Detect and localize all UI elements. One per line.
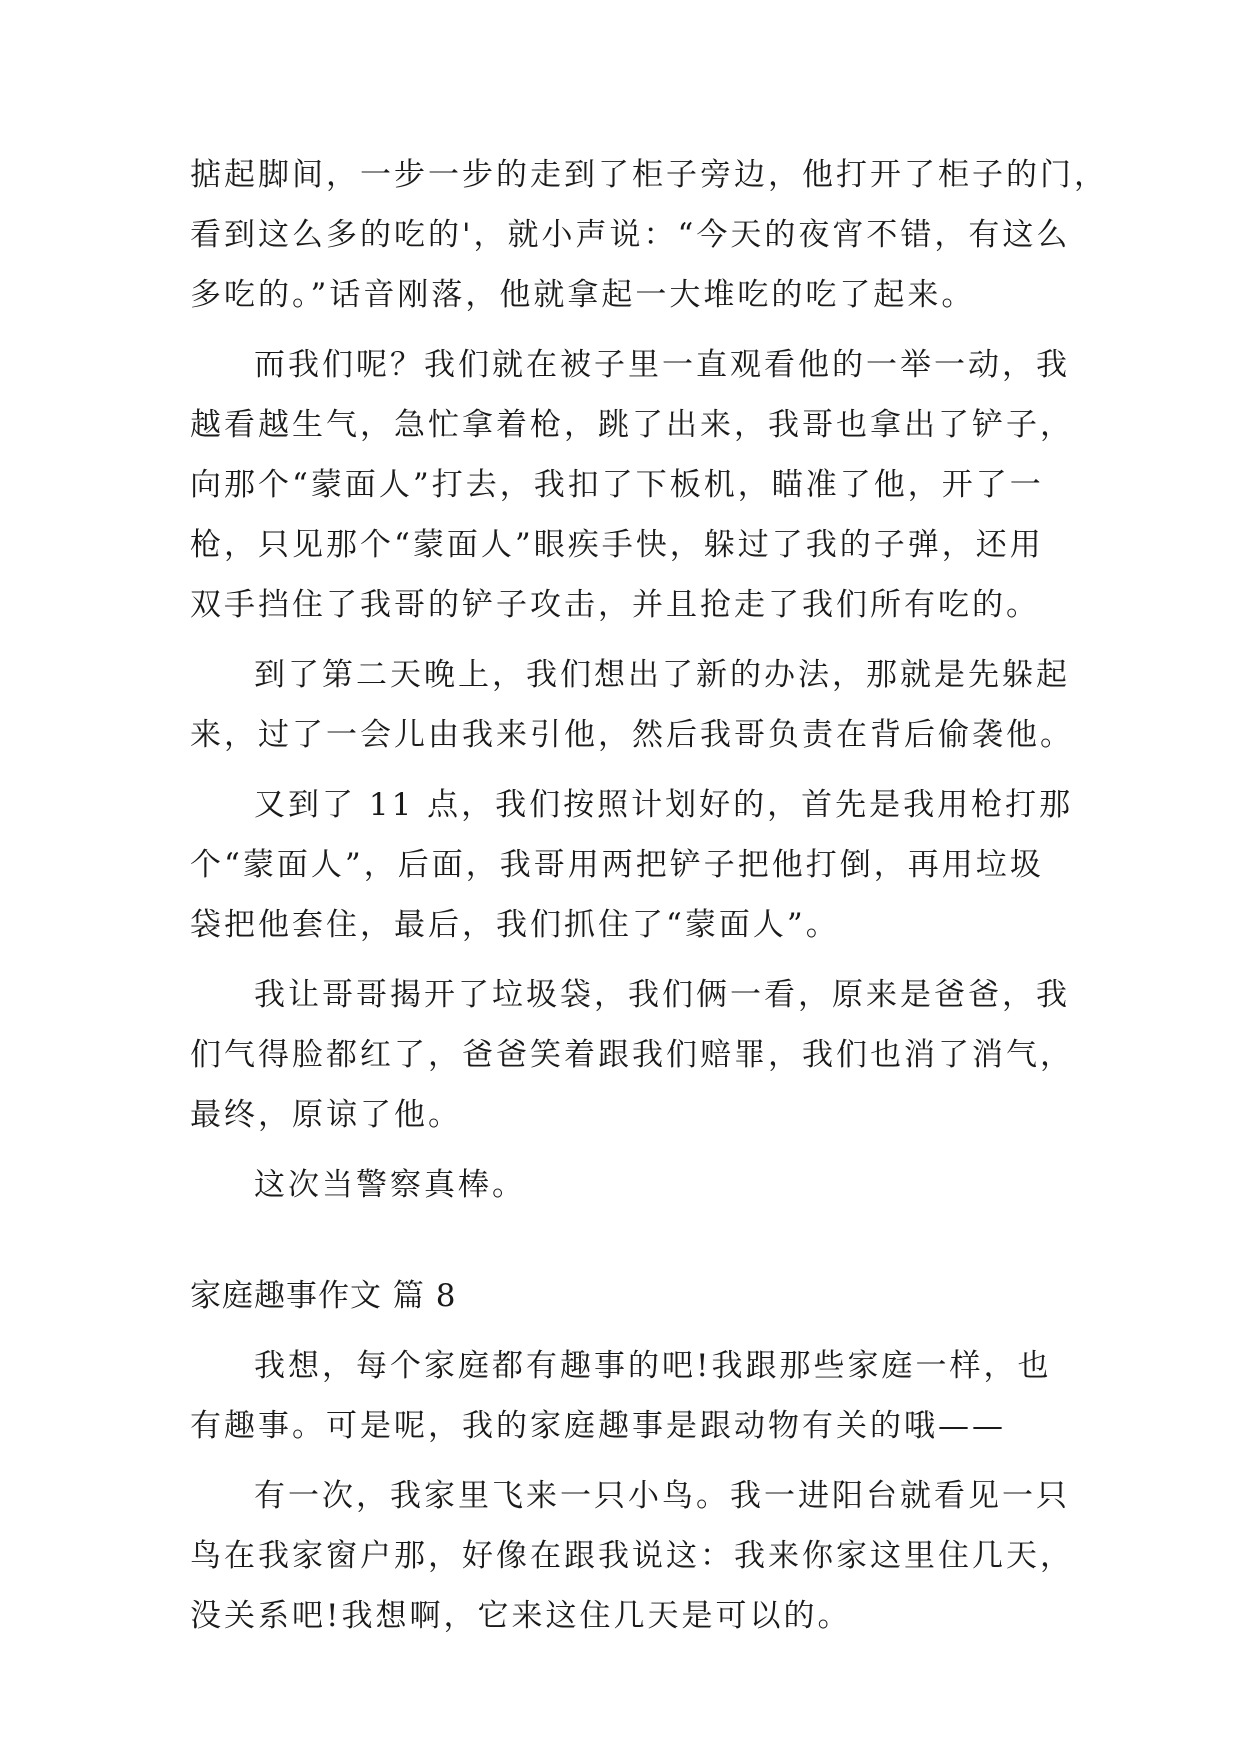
text-line: 这次当警察真棒。 bbox=[254, 1167, 526, 1203]
text-line: 而我们呢？我们就在被子里一直观看他的一举一动，我 bbox=[254, 347, 1070, 383]
text-line: 我想，每个家庭都有趣事的吧!我跟那些家庭一样，也 bbox=[254, 1348, 1052, 1384]
text-line: 袋把他套住，最后，我们抓住了“蒙面人”。 bbox=[190, 907, 840, 943]
text-line: 个“蒙面人”，后面，我哥用两把铲子把他打倒，再用垃圾 bbox=[190, 847, 1044, 883]
text-line: 我让哥哥揭开了垃圾袋，我们俩一看，原来是爸爸，我 bbox=[254, 977, 1070, 1013]
text-line: 向那个“蒙面人”打去，我扣了下板机，瞄准了他，开了一 bbox=[190, 467, 1044, 503]
text-line: 们气得脸都红了，爸爸笑着跟我们赔罪，我们也消了消气， bbox=[190, 1037, 1074, 1073]
text-line: 没关系吧!我想啊，它来这住几天是可以的。 bbox=[190, 1598, 852, 1634]
text-line: 看到这么多的吃的'，就小声说：“今天的夜宵不错，有这么 bbox=[190, 217, 1071, 253]
text-line: 到了第二天晚上，我们想出了新的办法，那就是先躲起 bbox=[254, 657, 1070, 693]
text-line: 枪，只见那个“蒙面人”眼疾手快，躲过了我的子弹，还用 bbox=[190, 527, 1044, 563]
text-line: 掂起脚间，一步一步的走到了柜子旁边，他打开了柜子的门， bbox=[190, 157, 1108, 193]
text-line: 越看越生气，急忙拿着枪，跳了出来，我哥也拿出了铲子， bbox=[190, 407, 1074, 443]
text-line: 鸟在我家窗户那，好像在跟我说这：我来你家这里住几天， bbox=[190, 1538, 1074, 1574]
text-line: 有趣事。可是呢，我的家庭趣事是跟动物有关的哦—— bbox=[190, 1408, 1006, 1444]
section-heading: 家庭趣事作文 篇 8 bbox=[190, 1278, 457, 1314]
text-line: 来，过了一会儿由我来引他，然后我哥负责在背后偷袭他。 bbox=[190, 717, 1074, 753]
text-line: 最终，原谅了他。 bbox=[190, 1097, 462, 1133]
text-line: 有一次，我家里飞来一只小鸟。我一进阳台就看见一只 bbox=[254, 1478, 1070, 1514]
text-line: 多吃的。”话音刚落，他就拿起一大堆吃的吃了起来。 bbox=[190, 277, 976, 313]
text-line: 又到了 11 点，我们按照计划好的，首先是我用枪打那 bbox=[254, 787, 1074, 823]
text-line: 双手挡住了我哥的铲子攻击，并且抢走了我们所有吃的。 bbox=[190, 587, 1040, 623]
